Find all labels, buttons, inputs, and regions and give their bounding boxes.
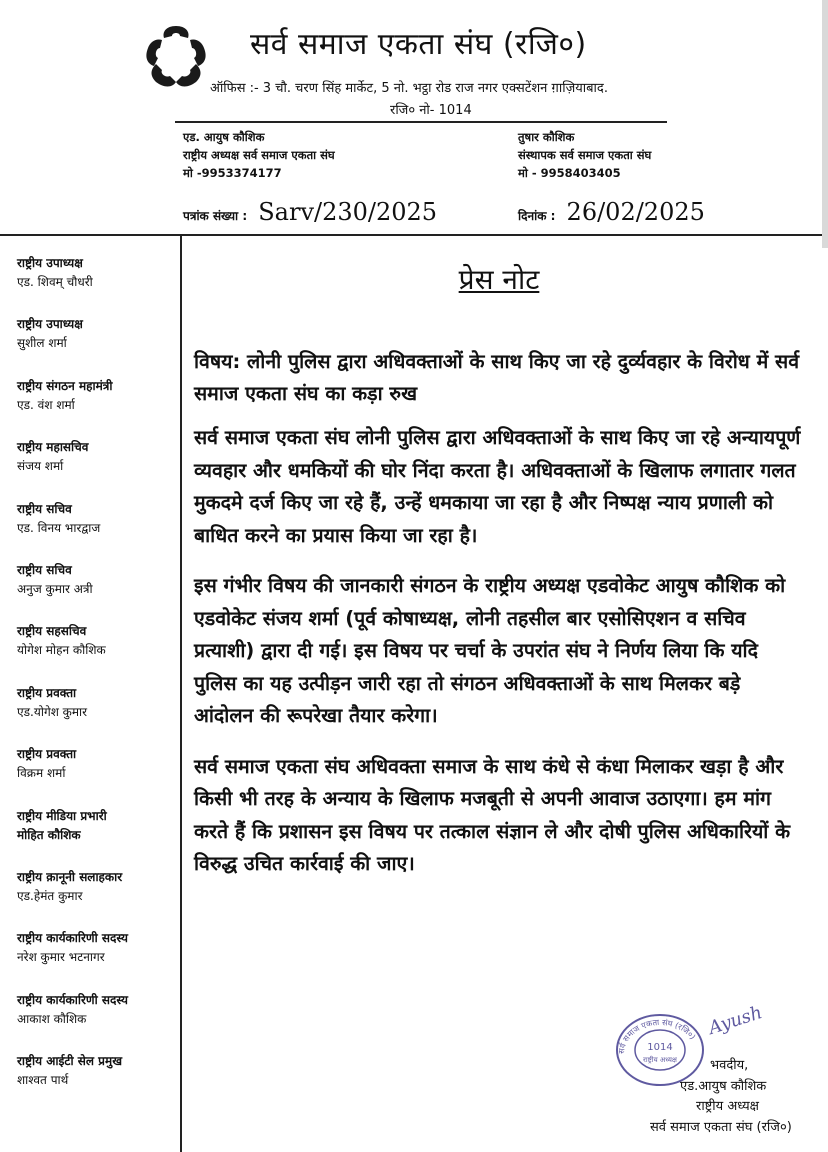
- header-divider: [175, 121, 667, 123]
- sidebar-item: [17, 1052, 177, 1113]
- sidebar-role: राष्ट्रीय महासचिव: [17, 440, 89, 455]
- main-divider: [0, 234, 822, 236]
- body-paragraph: सर्व समाज एकता संघ लोनी पुलिस द्वारा अधिवक्ताओं के साथ किए जा रहे अन्यायपूर्ण व्यवहार और धमकियों की घोर निंदा करता है। अधिवक्ताओं के खिलाफ लगातार गलत मुकदमे दर्ज किए जा रहे हैं, उन्हें धमकाया जा रहा है और निष्पक्ष न्याय प्रणाली को बाधित करने का प्रयास किया जा रहा है।: [194, 426, 801, 547]
- official-name: तुषार कौशिक: [518, 130, 575, 144]
- sidebar-role: राष्ट्रीय कार्यकारिणी सदस्य: [17, 992, 128, 1007]
- body-paragraph: इस गंभीर विषय की जानकारी संगठन के राष्ट्रीय अध्यक्ष एडवोकेट आयुष कौशिक को एडवोकेट संजय शर्मा (पूर्व कोषाध्यक्ष, लोनी तहसील बार एसोसिएशन व सचिव प्रत्याशी) द्वारा दी गई। इस विषय पर चर्चा के उपरांत संघ ने निर्णय लिया कि यदि पुलिस का यह उत्पीड़न जारी रहा तो संगठन अधिवक्ताओं के साथ मिलकर बड़े आंदोलन की रूपरेखा तैयार करेगा।: [194, 574, 786, 727]
- sidebar-item: [17, 377, 177, 438]
- sidebar-divider: [180, 236, 182, 1152]
- reference-date: [518, 198, 705, 226]
- sidebar-person: एड. वंश शर्मा: [17, 397, 75, 412]
- official-block-founder: [518, 128, 651, 182]
- sidebar-role: राष्ट्रीय सचिव: [17, 501, 72, 516]
- sidebar-role: राष्ट्रीय सहसचिव: [17, 624, 87, 639]
- sidebar-item: [17, 561, 177, 622]
- official-phone: मो - 9958403405: [518, 166, 621, 180]
- sidebar-item: [17, 929, 177, 990]
- sidebar-item: [17, 622, 177, 683]
- sidebar-role: राष्ट्रीय सचिव: [17, 562, 72, 577]
- sidebar-role: राष्ट्रीय उपाध्यक्ष: [17, 317, 83, 332]
- reference-number: [183, 198, 437, 226]
- sidebar-role: राष्ट्रीय कार्यकारिणी सदस्य: [17, 931, 128, 946]
- sidebar-role: राष्ट्रीय क़ानूनी सलाहकार: [17, 869, 123, 884]
- sidebar-item: [17, 254, 177, 315]
- sidebar-item: [17, 991, 177, 1052]
- sidebar-person: संजय शर्मा: [17, 459, 64, 474]
- sidebar-role: राष्ट्रीय प्रवक्ता: [17, 747, 77, 762]
- press-note-body: [194, 260, 804, 899]
- registration-number: रजि० नो- 1014: [390, 103, 472, 118]
- sidebar-person: एड.योगेश कुमार: [17, 704, 88, 719]
- reference-number-value: Sarv/230/2025: [258, 198, 438, 226]
- sidebar-role: राष्ट्रीय प्रवक्ता: [17, 685, 77, 700]
- sidebar-item: [17, 745, 177, 806]
- seal-inner-text: राष्ट्रीय अध्यक्ष: [643, 1056, 677, 1064]
- sidebar-role: राष्ट्रीय उपाध्यक्ष: [17, 256, 83, 270]
- sidebar-person: एड. विनय भारद्वाज: [17, 520, 101, 535]
- sidebar-person: विक्रम शर्मा: [17, 766, 66, 781]
- org-title: सर्व समाज एकता संघ (रजि०): [250, 27, 587, 62]
- sidebar-person: आकाश कौशिक: [17, 1011, 87, 1026]
- sidebar-person: सुशील शर्मा: [17, 336, 67, 351]
- office-bearers-sidebar: [17, 254, 177, 1113]
- subject-line: विषय: लोनी पुलिस द्वारा अधिवक्ताओं के साथ किए जा रहे दुर्व्यवहार के विरोध में सर्व समाज एकता संघ का कड़ा रुख: [194, 350, 800, 405]
- official-title: संस्थापक सर्व समाज एकता संघ: [518, 148, 652, 162]
- sidebar-item: [17, 438, 177, 499]
- sidebar-item: [17, 684, 177, 745]
- sidebar-item: [17, 500, 177, 561]
- sidebar-item: [17, 868, 177, 929]
- reference-number-label: पत्रांक संख्या :: [183, 209, 248, 223]
- seal-ring-text: सर्व समाज एकता संघ (रजि०): [616, 1017, 698, 1055]
- closing-org: सर्व समाज एकता संघ (रजि०): [650, 1119, 792, 1135]
- sidebar-person: नरेश कुमार भटनागर: [17, 950, 105, 965]
- office-address: ऑफिस :- 3 चौ. चरण सिंह मार्केट, 5 नो. भट्ठा रोड राज नगर एक्सटेंशन ग़ाज़ियाबाद.: [210, 81, 608, 96]
- page-edge-strip: [822, 0, 828, 248]
- sidebar-person: अनुज कुमार अत्री: [17, 581, 93, 596]
- reference-date-value: 26/02/2025: [566, 198, 705, 226]
- body-paragraph: सर्व समाज एकता संघ अधिवक्ता समाज के साथ कंधे से कंधा मिलाकर खड़ा है और किसी भी तरह के अन्याय के खिलाफ मजबूती से अपनी आवाज उठाएगा। हम मांग करते हैं कि प्रशासन इस विषय पर तत्काल संज्ञान ले और दोषी पुलिस अधिकारियों के विरुद्ध उचित कार्रवाई की जाए।: [194, 754, 791, 875]
- press-note-heading: प्रेस नोट: [458, 263, 540, 296]
- sidebar-item: [17, 807, 177, 868]
- closing-name: एड.आयुष कौशिक: [680, 1078, 767, 1094]
- closing-title: राष्ट्रीय अध्यक्ष: [696, 1099, 759, 1114]
- sidebar-item: [17, 315, 177, 376]
- sidebar-person: योगेश मोहन कौशिक: [17, 643, 106, 658]
- official-name: एड. आयुष कौशिक: [183, 130, 265, 144]
- sidebar-role: राष्ट्रीय संगठन महामंत्री: [17, 378, 113, 393]
- seal-number: 1014: [647, 1042, 673, 1053]
- closing-salutation: भवदीय,: [710, 1058, 749, 1073]
- letterhead: [0, 0, 822, 236]
- sidebar-person: मोहित कौशिक: [17, 827, 81, 842]
- sidebar-person: एड. शिवम् चौधरी: [17, 275, 93, 289]
- linked-hands-logo-icon: [140, 22, 212, 94]
- sidebar-person: शाश्वत पार्थ: [17, 1073, 69, 1088]
- reference-date-label: दिनांक :: [518, 209, 556, 223]
- sidebar-role: राष्ट्रीय आईटी सेल प्रमुख: [17, 1054, 123, 1069]
- official-title: राष्ट्रीय अध्यक्ष सर्व समाज एकता संघ: [183, 148, 335, 162]
- signature: Ayush: [706, 1002, 765, 1039]
- closing-block: [640, 1056, 828, 1138]
- official-phone: मो -9953374177: [183, 166, 282, 180]
- sidebar-role: राष्ट्रीय मीडिया प्रभारी: [17, 808, 107, 823]
- official-block-president: [183, 128, 335, 182]
- sidebar-person: एड.हेमंत कुमार: [17, 888, 83, 903]
